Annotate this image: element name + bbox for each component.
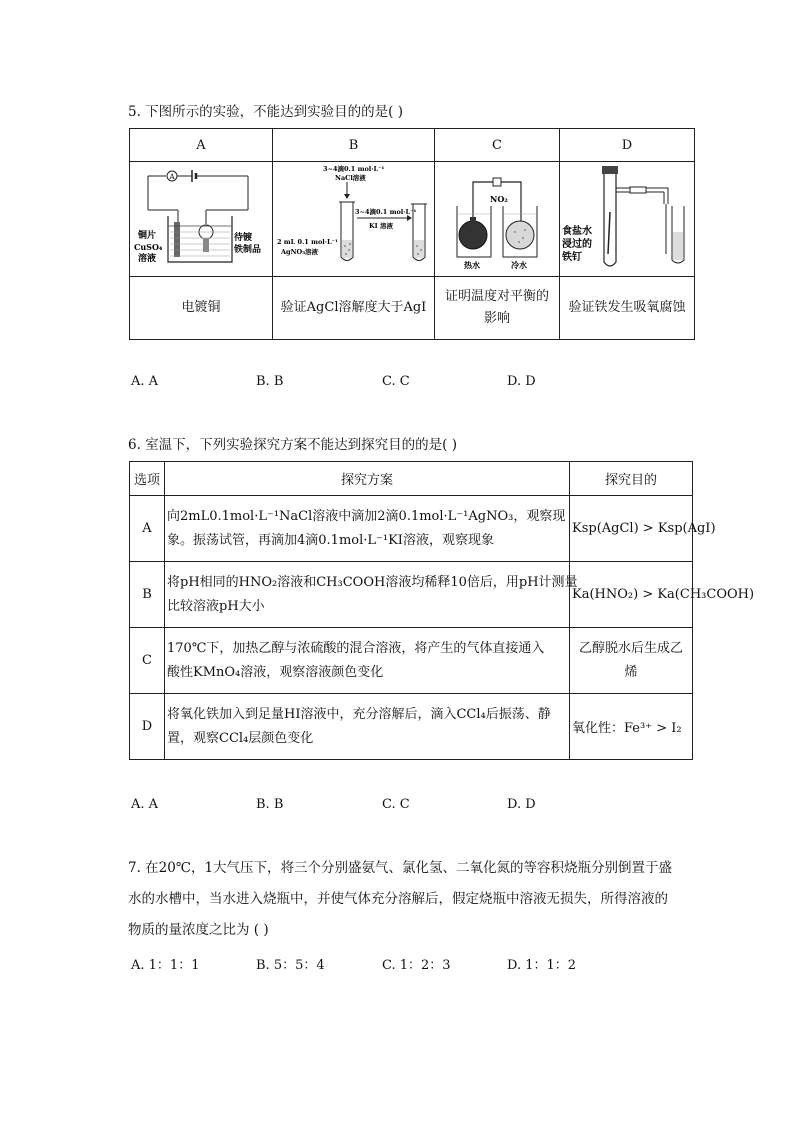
q5-caption-d: 验证铁发生吸氧腐蚀 xyxy=(560,277,695,340)
cold-water-label: 冷水 xyxy=(511,260,527,270)
ammeter-label: A xyxy=(169,173,175,181)
q5-header-a: A xyxy=(130,129,273,162)
q7-option-d[interactable]: D. 1：1：2 xyxy=(507,958,577,973)
row-label: C xyxy=(130,628,165,694)
q5-caption-c: 证明温度对平衡的影响 xyxy=(435,277,560,340)
table-row xyxy=(130,694,693,760)
precipitation-apparatus-image xyxy=(273,162,434,272)
table-row xyxy=(130,628,693,694)
iron-nail-label: 铁钉 xyxy=(562,252,582,263)
q5-stem: 5. 下图所示的实验，不能达到实验目的的是( ) xyxy=(128,104,403,120)
hot-water-label: 热水 xyxy=(464,260,480,270)
cuso4-label: CuSO₄ xyxy=(134,242,163,252)
table-row xyxy=(130,496,693,562)
brine-label-1: 食盐水 xyxy=(562,226,592,237)
agno3-label-1: 2 mL 0.1 mol·L⁻¹ xyxy=(277,238,338,246)
q5-figure-d-cell xyxy=(560,162,695,277)
no2-equilibrium-apparatus-image xyxy=(435,162,559,272)
q5-figure-b-cell xyxy=(273,162,435,277)
q5-figure-c-cell xyxy=(435,162,560,277)
q6-option-d[interactable]: D. D xyxy=(507,797,536,812)
nacl-drops-label-2: NaCl溶液 xyxy=(335,174,366,182)
q5-option-d[interactable]: D. D xyxy=(507,374,536,389)
q5-option-a[interactable]: A. A xyxy=(131,374,159,389)
ki-drops-label-1: 3~4滴0.1 mol·L⁻¹ xyxy=(355,208,417,216)
no2-label: NO₂ xyxy=(490,194,508,204)
q5-header-b: B xyxy=(273,129,435,162)
row-label: A xyxy=(130,496,165,562)
q7-line-1: 7. 在20℃，1大气压下，将三个分别盛氨气、氯化氢、二氧化氮的等容积烧瓶分别倒置于盛 xyxy=(128,860,673,876)
row-plan: 将氧化铁加入到足量HI溶液中，充分溶解后，滴入CCl₄后振荡、静 置，观察CCl₄层颜色变化 xyxy=(165,694,570,760)
q5-caption-b: 验证AgCl溶解度大于AgI xyxy=(273,277,435,340)
q6-table xyxy=(129,461,755,760)
row-goal: Ka(HNO₂) > Ka(CH₃COOH) xyxy=(570,562,693,628)
q7-stem xyxy=(128,853,693,946)
row-label: B xyxy=(130,562,165,628)
q7-line-2: 水的水槽中，当水进入烧瓶中，并使气体充分溶解后，假定烧瓶中溶液无损失，所得溶液的 xyxy=(128,891,668,907)
row-goal: Ksp(AgCl) > Ksp(AgI) xyxy=(570,496,693,562)
table-row xyxy=(130,562,693,628)
q7-option-c[interactable]: C. 1：2：3 xyxy=(382,958,451,973)
q6-option-a[interactable]: A. A xyxy=(131,797,159,812)
q5-header-c: C xyxy=(435,129,560,162)
q5-figure-a-cell xyxy=(130,162,273,277)
plated-label-1: 待镀 xyxy=(234,233,253,243)
q6-header-option: 选项 xyxy=(130,462,165,496)
q6-header-goal: 探究目的 xyxy=(570,462,693,496)
agno3-label-2: AgNO₃溶液 xyxy=(281,248,319,256)
q7-option-b[interactable]: B. 5：5：4 xyxy=(256,958,325,973)
row-goal: 乙醇脱水后生成乙 烯 xyxy=(570,628,693,694)
q6-header-plan: 探究方案 xyxy=(165,462,570,496)
nacl-drops-label-1: 3~4滴0.1 mol·L⁻¹ xyxy=(323,165,385,173)
electroplating-apparatus-image xyxy=(130,162,272,272)
row-plan: 将pH相同的HNO₂溶液和CH₃COOH溶液均稀释10倍后，用pH计测量 比较溶液pH大小 xyxy=(165,562,570,628)
copper-plate-label: 铜片 xyxy=(138,231,157,241)
q6-option-b[interactable]: B. B xyxy=(256,797,284,812)
q7-option-a[interactable]: A. 1：1：1 xyxy=(131,958,200,973)
q5-option-c[interactable]: C. C xyxy=(382,374,410,389)
row-plan: 向2mL0.1mol·L⁻¹NaCl溶液中滴加2滴0.1mol·L⁻¹AgNO₃，观察现 象。振荡试管，再滴加4滴0.1mol·L⁻¹KI溶液，观察现象 xyxy=(165,496,570,562)
ki-drops-label-2: KI 溶液 xyxy=(369,222,393,230)
q7-line-3: 物质的量浓度之比为 ( ) xyxy=(128,922,269,938)
q6-stem: 6. 室温下，下列实验探究方案不能达到探究目的的是( ) xyxy=(128,437,457,453)
row-goal: 氧化性：Fe³⁺ > I₂ xyxy=(570,694,693,760)
q5-option-b[interactable]: B. B xyxy=(256,374,284,389)
q6-option-c[interactable]: C. C xyxy=(382,797,410,812)
row-label: D xyxy=(130,694,165,760)
brine-label-2: 浸过的 xyxy=(562,239,592,250)
plated-label-2: 铁制品 xyxy=(234,245,262,255)
iron-corrosion-apparatus-image xyxy=(560,162,694,272)
q5-caption-a: 电镀铜 xyxy=(130,277,273,340)
row-plan: 170℃下，加热乙醇与浓硫酸的混合溶液，将产生的气体直接通入 酸性KMnO₄溶液，观察溶液颜色变化 xyxy=(165,628,570,694)
q5-table xyxy=(129,128,695,340)
solution-label: 溶液 xyxy=(138,254,157,264)
q5-header-d: D xyxy=(560,129,695,162)
